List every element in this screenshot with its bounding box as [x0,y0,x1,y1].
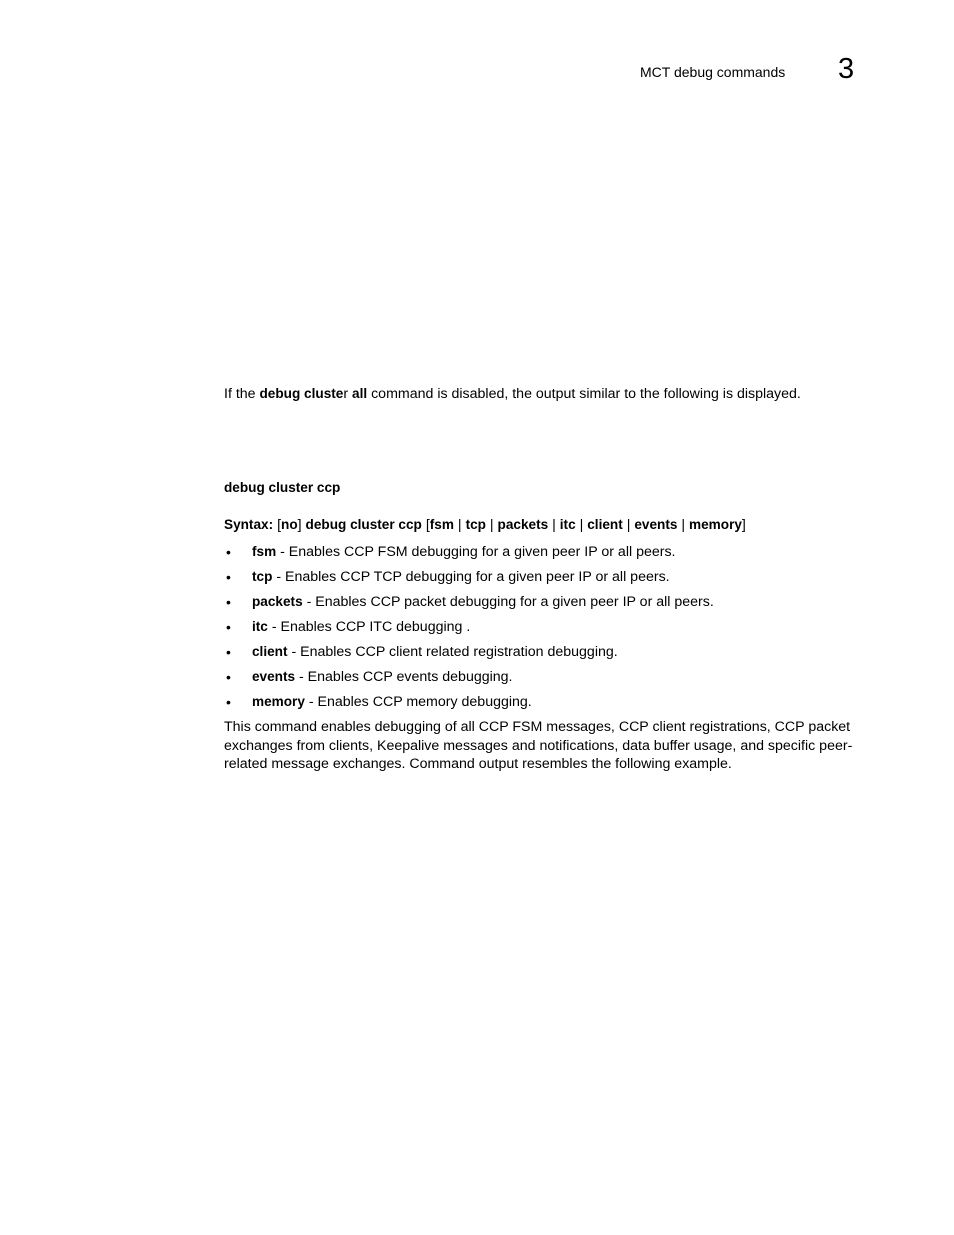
option-bullet-list [224,543,864,718]
list-item [224,568,864,593]
syntax-separator: | [579,517,584,533]
description-paragraph: This command enables debugging of all CCP FSM messages, CCP client registrations, CCP packet exchanges from clients, Keepalive messages and notifications, data buffer usage, and specific peer-related message exchanges. Command output resembles the following example. [224,719,853,772]
syntax-option: memory [689,517,742,532]
intro-prefix: If the [224,386,260,402]
bullet-description: - Enables CCP ITC debugging . [267,619,471,635]
bullet-keyword: memory [252,694,305,709]
bullet-dot-icon: • [226,594,231,610]
list-item [224,593,864,618]
bullet-keyword: tcp [252,569,273,584]
list-item [224,618,864,643]
syntax-separator: | [681,517,686,533]
bullet-dot-icon: • [226,619,231,635]
syntax-label: Syntax: [224,517,274,532]
bullet-description: - Enables CCP memory debugging. [304,694,532,710]
bullet-description: - Enables CCP events debugging. [295,669,513,685]
section-heading: debug cluster ccp [224,480,341,495]
intro-command-part-1: debug cluste [259,386,344,401]
bullet-dot-icon: • [226,644,231,660]
list-item [224,668,864,693]
intro-paragraph [224,385,801,404]
syntax-separator: | [626,517,631,533]
syntax-option: itc [559,517,576,532]
syntax-option: events [634,517,678,532]
bullet-description: - Enables CCP packet debugging for a given peer IP or all peers. [302,594,714,610]
syntax-bracket: [ [277,517,282,533]
syntax-command: debug cluster ccp [305,517,422,532]
bullet-dot-icon: • [226,544,231,560]
intro-command-part-3: all [352,386,368,401]
bullet-keyword: client [252,644,288,659]
syntax-option: client [587,517,623,532]
list-item [224,693,864,718]
intro-command-part-2: r [343,386,353,402]
chapter-number: 3 [838,53,855,85]
list-item [224,643,864,668]
syntax-line [224,516,746,535]
syntax-separator: | [552,517,556,533]
bullet-description: - Enables CCP client related registration debugging. [287,644,618,660]
list-item [224,543,864,568]
bullet-dot-icon: • [226,569,231,585]
syntax-bracket: ] [741,517,746,533]
syntax-separator: | [489,517,494,533]
bullet-keyword: events [252,669,296,684]
bullet-keyword: itc [252,619,268,634]
syntax-no-keyword: no [281,517,298,532]
syntax-option: fsm [429,517,454,532]
syntax-bracket: ] [297,517,302,533]
bullet-keyword: fsm [252,544,277,559]
syntax-separator: | [457,517,462,533]
syntax-option: packets [497,517,549,532]
bullet-keyword: packets [252,594,303,609]
intro-suffix: command is disabled, the output similar to the following is displayed. [367,386,801,402]
bullet-dot-icon: • [226,694,231,710]
bullet-description: - Enables CCP TCP debugging for a given peer IP or all peers. [272,569,670,585]
bullet-description: - Enables CCP FSM debugging for a given peer IP or all peers. [276,544,676,560]
syntax-option: tcp [465,517,486,532]
running-header-title: MCT debug commands [640,64,786,80]
syntax-bracket: [ [425,517,430,533]
bullet-dot-icon: • [226,669,231,685]
